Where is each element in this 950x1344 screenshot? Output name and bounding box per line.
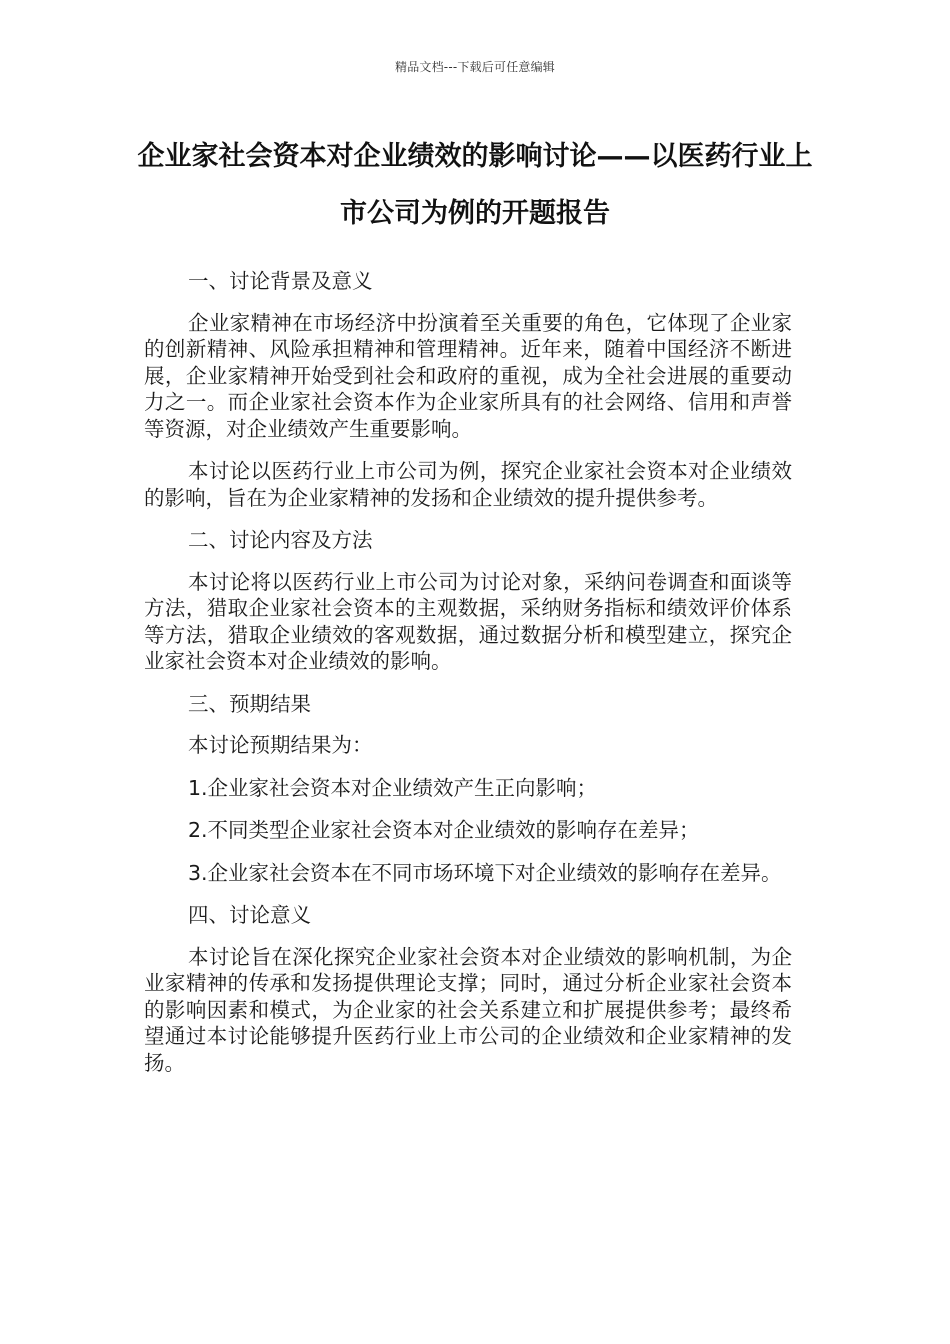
paragraph-background-2: 本讨论以医药行业上市公司为例，探究企业家社会资本对企业绩效的影响，旨在为企业家精神的发扬和企业绩效的提升提供参考。 <box>144 459 792 510</box>
section-heading-background: 一、讨论背景及意义 <box>188 269 373 293</box>
expected-intro: 本讨论预期结果为： <box>188 733 373 757</box>
document-title: 企业家社会资本对企业绩效的影响讨论——以医药行业上市公司为例的开题报告 <box>137 141 813 229</box>
document-body <box>144 268 792 1076</box>
list-item: 2.不同类型企业家社会资本对企业绩效的影响存在差异； <box>188 818 700 842</box>
section-heading-content-method: 二、讨论内容及方法 <box>188 528 373 552</box>
paragraph-background-1: 企业家精神在市场经济中扮演着至关重要的角色，它体现了企业家的创新精神、风险承担精神和管理精神。近年来，随着中国经济不断进展，企业家精神开始受到社会和政府的重视，成为全社会进展的重要动力之一。而企业家社会资本作为企业家所具有的社会网络、信用和声誉等资源，对企业绩效产生重要影响。 <box>144 310 792 441</box>
paragraph-content-method-1: 本讨论将以医药行业上市公司为讨论对象，采纳问卷调查和面谈等方法，猎取企业家社会资本的主观数据，采纳财务指标和绩效评价体系等方法，猎取企业绩效的客观数据，通过数据分析和模型建立，探究企业家社会资本对企业绩效的影响。 <box>144 569 792 673</box>
section-heading-significance: 四、讨论意义 <box>188 903 311 927</box>
list-item: 1.企业家社会资本对企业绩效产生正向影响； <box>188 775 598 800</box>
list-item: 3.企业家社会资本在不同市场环境下对企业绩效的影响存在差异。 <box>188 860 782 885</box>
header-note: 精品文档---下载后可任意编辑 <box>395 60 555 74</box>
section-heading-expected: 三、预期结果 <box>188 691 311 716</box>
paragraph-significance-1: 本讨论旨在深化探究企业家社会资本对企业绩效的影响机制，为企业家精神的传承和发扬提供理论支撑；同时，通过分析企业家社会资本的影响因素和模式，为企业家的社会关系建立和扩展提供参考；最终希望通过本讨论能够提升医药行业上市公司的企业绩效和企业家精神的发扬。 <box>144 944 792 1075</box>
